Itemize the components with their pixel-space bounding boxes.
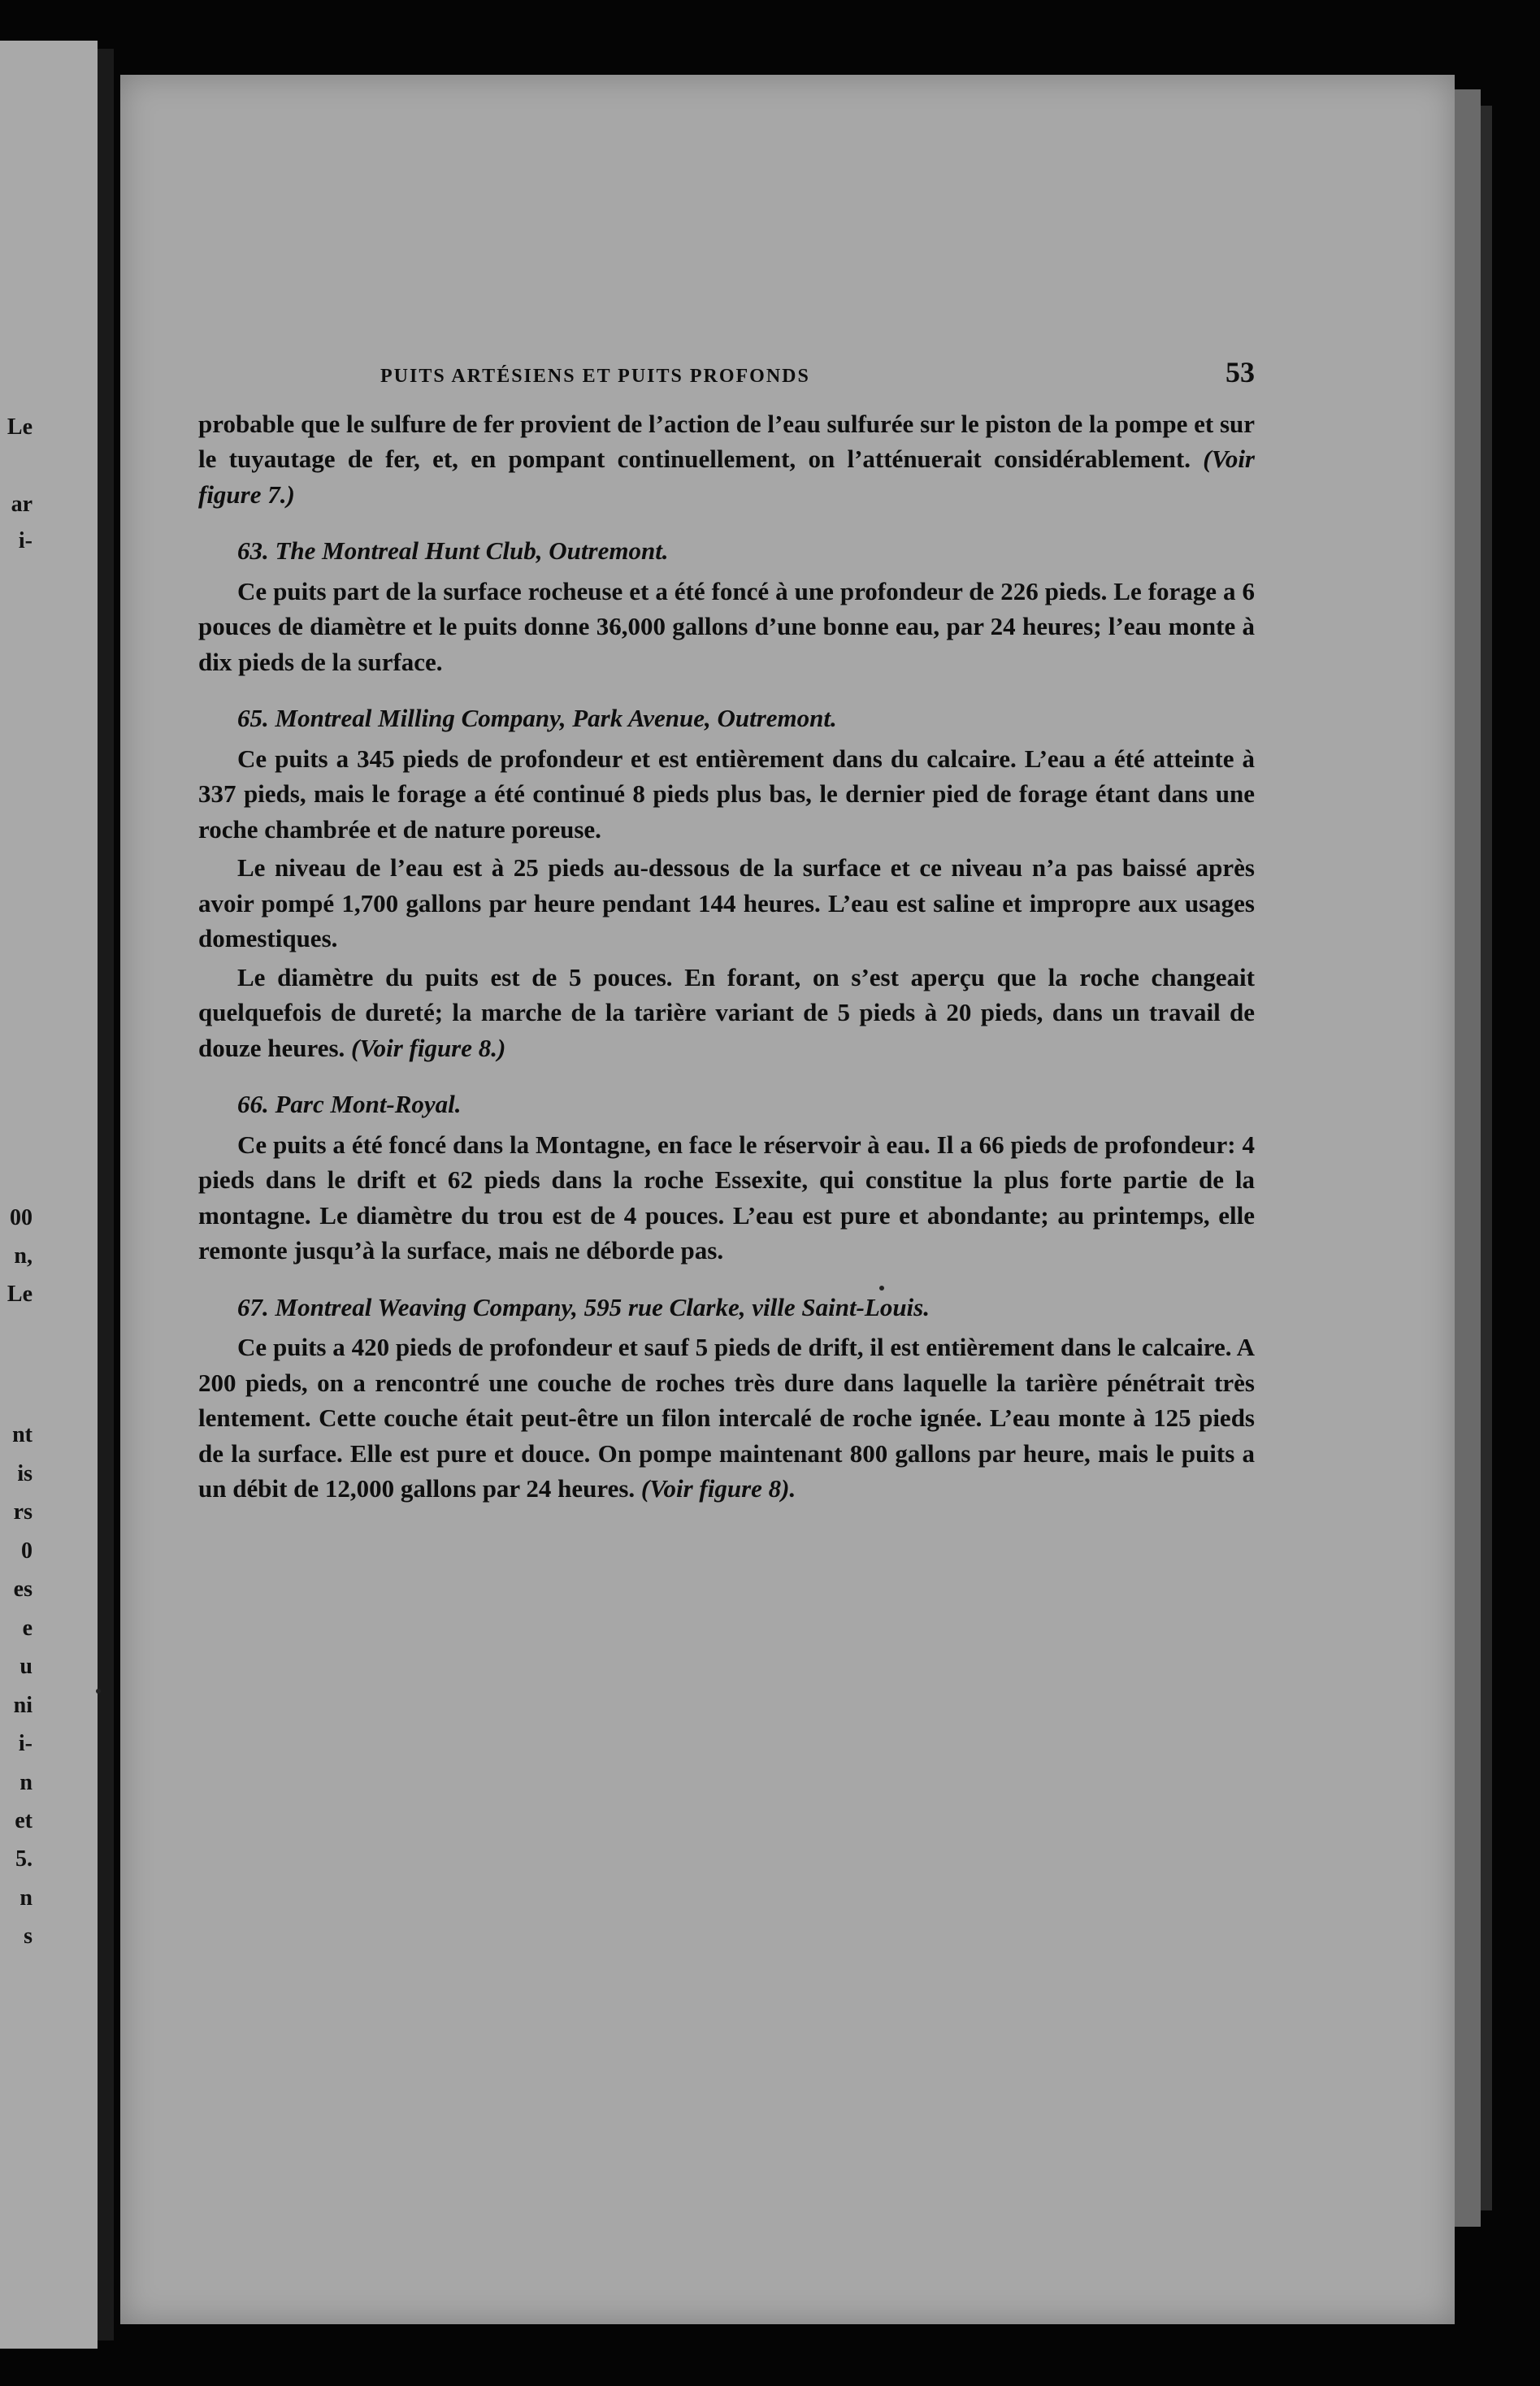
entry-heading: 66. Parc Mont-Royal.	[237, 1090, 462, 1118]
entry-heading: 65. Montreal Milling Company, Park Avenue, Outremont.	[237, 704, 837, 732]
figure-reference: (Voir figure 7.)	[198, 445, 1255, 509]
scan-speck	[879, 1286, 884, 1291]
left-fragment: ni	[13, 1693, 33, 1718]
left-fragment: i-	[18, 528, 33, 553]
paragraph: Ce puits part de la surface rocheuse et a été foncé à une profondeur de 226 pieds. Le forage a 6 pouces de diamètre et le puits donne 36,000 gallons d’une bonne eau, par 24 heures; l’eau monte à dix pieds de la surface.	[198, 576, 1255, 676]
left-fragment: e	[22, 1616, 33, 1641]
left-fragment: Le	[7, 1282, 33, 1307]
page-edge-shadow	[1481, 106, 1492, 2210]
scan-speck	[96, 1689, 101, 1694]
paragraph: Ce puits a été foncé dans la Montagne, en face le réservoir à eau. Il a 66 pieds de profondeur: 4 pieds dans le drift et 62 pieds dans la roche Essexite, qui constitue la plus forte partie de la montagne. Le diamètre du trou est de 4 pouces. L’eau est pure et abondante; au printemps, elle remonte jusqu’à la surface, mais ne déborde pas.	[198, 1130, 1255, 1265]
left-fragment: rs	[13, 1499, 33, 1525]
paragraph-text: Ce puits a 420 pieds de profondeur et sauf 5 pieds de drift, il est entièrement dans le calcaire. A 200 pieds, on a rencontré une couche de roches très dure dans laquelle la tarière pénétrait très lentement. Cette couche était peut-être un filon intercalé de roche ignée. L’eau monte à 125 pieds de la surface. Elle est pure et douce. On pompe maintenant 800 gallons par heure, mais le puits a un débit de 12,000 gallons par 24 heures.	[198, 1333, 1255, 1503]
paragraph: Ce puits a 345 pieds de profondeur et est entièrement dans du calcaire. L’eau a été atteinte à 337 pieds, mais le forage a été continué 8 pieds plus bas, le dernier pied de forage étant dans une roche chambrée et de nature poreuse.	[198, 744, 1255, 844]
left-fragment: nt	[12, 1422, 33, 1447]
left-fragment: Le	[7, 414, 33, 440]
paragraph-text: probable que le sulfure de fer provient de l’action de l’eau sulfurée sur le piston de la pompe et sur le tuyautage de fer, et, en pompant continuellement, on l’atténuerait considérablement.	[198, 409, 1256, 473]
continuation-paragraph	[198, 406, 1255, 513]
page-number: 53	[1225, 356, 1255, 388]
left-fragment: 00	[10, 1205, 33, 1230]
page-text	[198, 355, 1255, 1507]
running-title: PUITS ARTÉSIENS ET PUITS PROFONDS	[380, 366, 810, 387]
paragraph	[198, 1330, 1255, 1507]
book-page	[120, 75, 1455, 2324]
left-fragment: is	[17, 1461, 33, 1486]
figure-reference: (Voir figure 8.)	[351, 1033, 506, 1062]
left-page-fragment	[0, 41, 98, 2349]
left-fragment: ar	[11, 492, 33, 517]
left-fragment: n,	[14, 1243, 33, 1269]
entry-heading: 67. Montreal Weaving Company, 595 rue Clarke, ville Saint-Louis.	[237, 1292, 930, 1321]
left-fragment: n	[20, 1770, 33, 1795]
paragraph-text: Le diamètre du puits est de 5 pouces. En forant, on s’est aperçu que la roche changeait quelquefois de dureté; la marche de la tarière variant de 5 pieds à 20 pieds, dans un travail de douze heures.	[198, 962, 1255, 1062]
figure-reference: (Voir figure 8).	[640, 1474, 796, 1503]
left-fragment: es	[13, 1577, 33, 1602]
book-gutter	[98, 49, 114, 2340]
left-fragment: 0	[21, 1538, 33, 1564]
left-fragment: n	[20, 1885, 33, 1911]
left-fragment: i-	[18, 1731, 33, 1756]
page-edge	[1455, 89, 1481, 2227]
left-fragment: s	[24, 1924, 33, 1949]
left-fragment: 5.	[15, 1846, 33, 1872]
left-fragment: et	[15, 1808, 33, 1833]
entry-heading: 63. The Montreal Hunt Club, Outremont.	[237, 536, 669, 565]
paragraph: Le niveau de l’eau est à 25 pieds au-dessous de la surface et ce niveau n’a pas baissé après avoir pompé 1,700 gallons par heure pendant 144 heures. L’eau est saline et impropre aux usages domestiques.	[198, 853, 1255, 952]
paragraph	[198, 960, 1255, 1066]
running-head	[198, 355, 1255, 395]
left-fragment: u	[20, 1654, 33, 1679]
